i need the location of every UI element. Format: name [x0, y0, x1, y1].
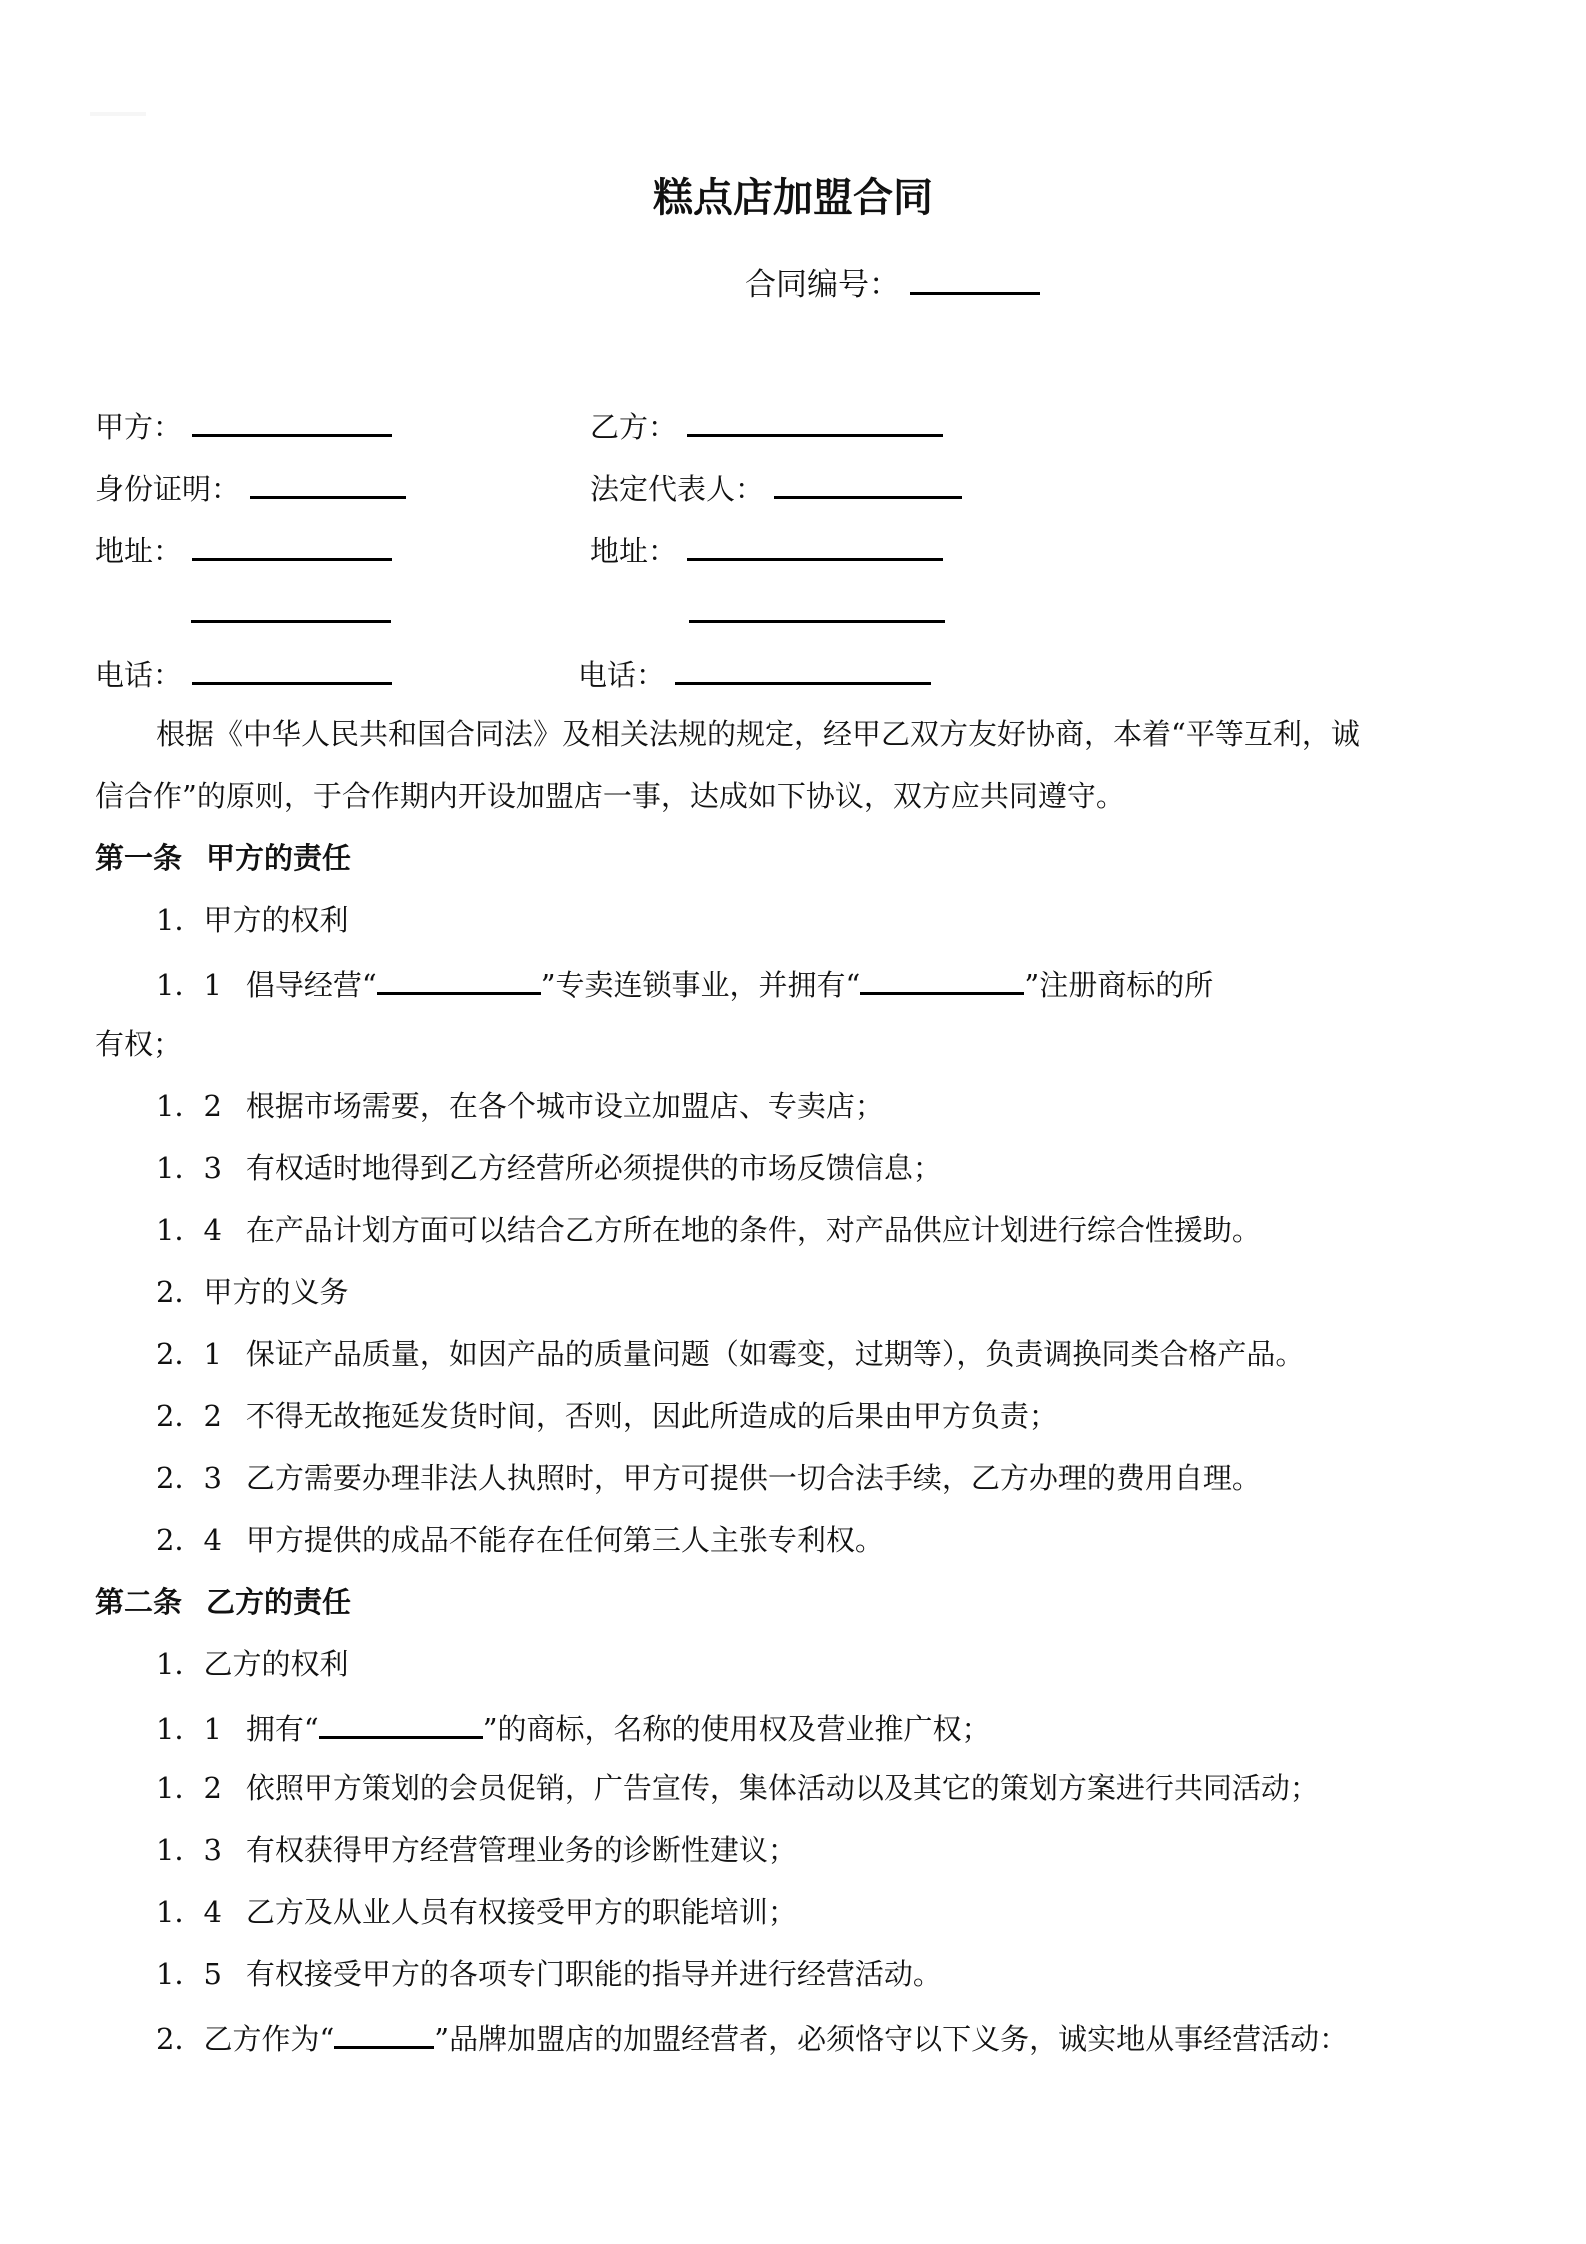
- party-b-label: 乙方：: [590, 410, 678, 444]
- address-a-field[interactable]: [192, 528, 392, 561]
- article-2-heading: [95, 1582, 351, 1622]
- party-a-row: [95, 404, 392, 447]
- legal-rep-label: 法定代表人：: [590, 472, 765, 506]
- address-a-label: 地址：: [95, 534, 183, 568]
- address-b-row: [590, 528, 943, 571]
- clause-text: 有权获得甲方经营管理业务的诊断性建议；: [245, 1833, 797, 1867]
- clause-text: 保证产品质量，如因产品的质量问题（如霉变，过期等），负责调换同类合格产品。: [245, 1337, 1305, 1371]
- clause-number: 1．4: [156, 1895, 222, 1929]
- page-mark: [90, 112, 146, 116]
- trademark-field[interactable]: [860, 962, 1024, 995]
- clause-text: 拥有“: [245, 1712, 319, 1746]
- preamble-line-2: 信合作”的原则，于合作期内开设加盟店一事，达成如下协议，双方应共同遵守。: [95, 779, 1125, 813]
- clause-text: 甲方提供的成品不能存在任何第三人主张专利权。: [245, 1523, 884, 1557]
- a2-rights-heading: 1．乙方的权利: [156, 1647, 349, 1681]
- clause-number: 1．2: [156, 1771, 222, 1805]
- clause-text: 根据市场需要，在各个城市设立加盟店、专卖店；: [245, 1089, 884, 1123]
- business-name-field[interactable]: [377, 962, 541, 995]
- clause-text: ”专卖连锁事业，并拥有“: [540, 968, 861, 1002]
- clause-text: ”品牌加盟店的加盟经营者，必须恪守以下义务，诚实地从事经营活动：: [434, 2022, 1349, 2056]
- a1-clause-2-1: [156, 1334, 1304, 1374]
- article-1-title: 甲方的责任: [206, 841, 352, 875]
- clause-number: 1．2: [156, 1089, 222, 1123]
- clause-text: 有权接受甲方的各项专门职能的指导并进行经营活动。: [245, 1957, 942, 1991]
- brand-name-field[interactable]: [334, 2016, 434, 2049]
- address-b-line2-field[interactable]: [689, 590, 945, 623]
- contract-number-row: [745, 262, 1040, 305]
- a1-duties-heading: 2．甲方的义务: [156, 1275, 349, 1309]
- a2-clause-1-4: [156, 1892, 797, 1932]
- a1-clause-1-3: [156, 1148, 942, 1188]
- phone-a-field[interactable]: [192, 652, 392, 685]
- clause-text: ”的商标，名称的使用权及营业推广权；: [482, 1712, 991, 1746]
- address-b-line2-row: [689, 590, 945, 633]
- legal-rep-row: [590, 466, 962, 509]
- a2-clause-1-5: [156, 1954, 942, 1994]
- id-field[interactable]: [250, 466, 406, 499]
- clause-text: ”注册商标的所: [1024, 968, 1214, 1002]
- a2-clause-1-2: [156, 1768, 1319, 1808]
- a1-clause-1-4: [156, 1210, 1261, 1250]
- article-1-heading: [95, 838, 351, 878]
- a1-clause-1-2: [156, 1086, 884, 1126]
- article-2-number: 第二条: [95, 1585, 183, 1619]
- address-a-line2-row: [191, 590, 391, 633]
- clause-number: 2．2: [156, 1399, 222, 1433]
- article-1-number: 第一条: [95, 841, 183, 875]
- clause-number: 1．5: [156, 1957, 222, 1991]
- clause-number: 2．4: [156, 1523, 222, 1557]
- address-b-field[interactable]: [687, 528, 943, 561]
- clause-text: 有权适时地得到乙方经营所必须提供的市场反馈信息；: [245, 1151, 942, 1185]
- clause-number: 1．3: [156, 1833, 222, 1867]
- a1-clause-2-4: [156, 1520, 884, 1560]
- address-a-line2-field[interactable]: [191, 590, 391, 623]
- clause-text: 倡导经营“: [245, 968, 377, 1002]
- phone-b-label: 电话：: [578, 658, 666, 692]
- address-a-row: [95, 528, 392, 571]
- phone-b-field[interactable]: [675, 652, 931, 685]
- clause-text: 不得无故拖延发货时间，否则，因此所造成的后果由甲方负责；: [245, 1399, 1058, 1433]
- clause-number: 1．1: [156, 1712, 222, 1746]
- a1-clause-2-3: [156, 1458, 1261, 1498]
- legal-rep-field[interactable]: [774, 466, 962, 499]
- party-b-row: [590, 404, 943, 447]
- preamble-line-1: 根据《中华人民共和国合同法》及相关法规的规定，经甲乙双方友好协商，本着“平等互利，诚: [156, 717, 1360, 751]
- address-b-label: 地址：: [590, 534, 678, 568]
- a2-duties-line: [156, 2016, 1348, 2059]
- clause-number: 1．3: [156, 1151, 222, 1185]
- contract-number-field[interactable]: [910, 262, 1040, 295]
- clause-number: 2．3: [156, 1461, 222, 1495]
- a2-clause-1-1: [156, 1706, 991, 1749]
- id-row: [95, 466, 406, 509]
- clause-number: 1．4: [156, 1213, 222, 1247]
- id-label: 身份证明：: [95, 472, 241, 506]
- a1-rights-heading: 1．甲方的权利: [156, 903, 349, 937]
- trademark-name-field[interactable]: [319, 1706, 483, 1739]
- clause-text: 乙方及从业人员有权接受甲方的职能培训；: [245, 1895, 797, 1929]
- clause-number: 2．1: [156, 1337, 222, 1371]
- a2-clause-1-3: [156, 1830, 797, 1870]
- phone-a-row: [95, 652, 392, 695]
- phone-a-label: 电话：: [95, 658, 183, 692]
- clause-text: 依照甲方策划的会员促销，广告宣传，集体活动以及其它的策划方案进行共同活动；: [245, 1771, 1319, 1805]
- party-b-field[interactable]: [687, 404, 943, 437]
- party-a-field[interactable]: [192, 404, 392, 437]
- a1-clause-2-2: [156, 1396, 1058, 1436]
- clause-text: 2．乙方作为“: [156, 2022, 335, 2056]
- contract-number-label: 合同编号：: [745, 267, 900, 303]
- article-2-title: 乙方的责任: [206, 1585, 352, 1619]
- phone-b-row: [578, 652, 931, 695]
- clause-text: 在产品计划方面可以结合乙方所在地的条件，对产品供应计划进行综合性援助。: [245, 1213, 1261, 1247]
- party-a-label: 甲方：: [95, 410, 183, 444]
- document-title: 糕点店加盟合同: [653, 174, 933, 221]
- clause-number: 1．1: [156, 968, 222, 1002]
- a1-clause-1-1: [156, 962, 1213, 1005]
- a1-clause-1-1-cont: 有权；: [95, 1027, 183, 1061]
- clause-text: 乙方需要办理非法人执照时，甲方可提供一切合法手续，乙方办理的费用自理。: [245, 1461, 1261, 1495]
